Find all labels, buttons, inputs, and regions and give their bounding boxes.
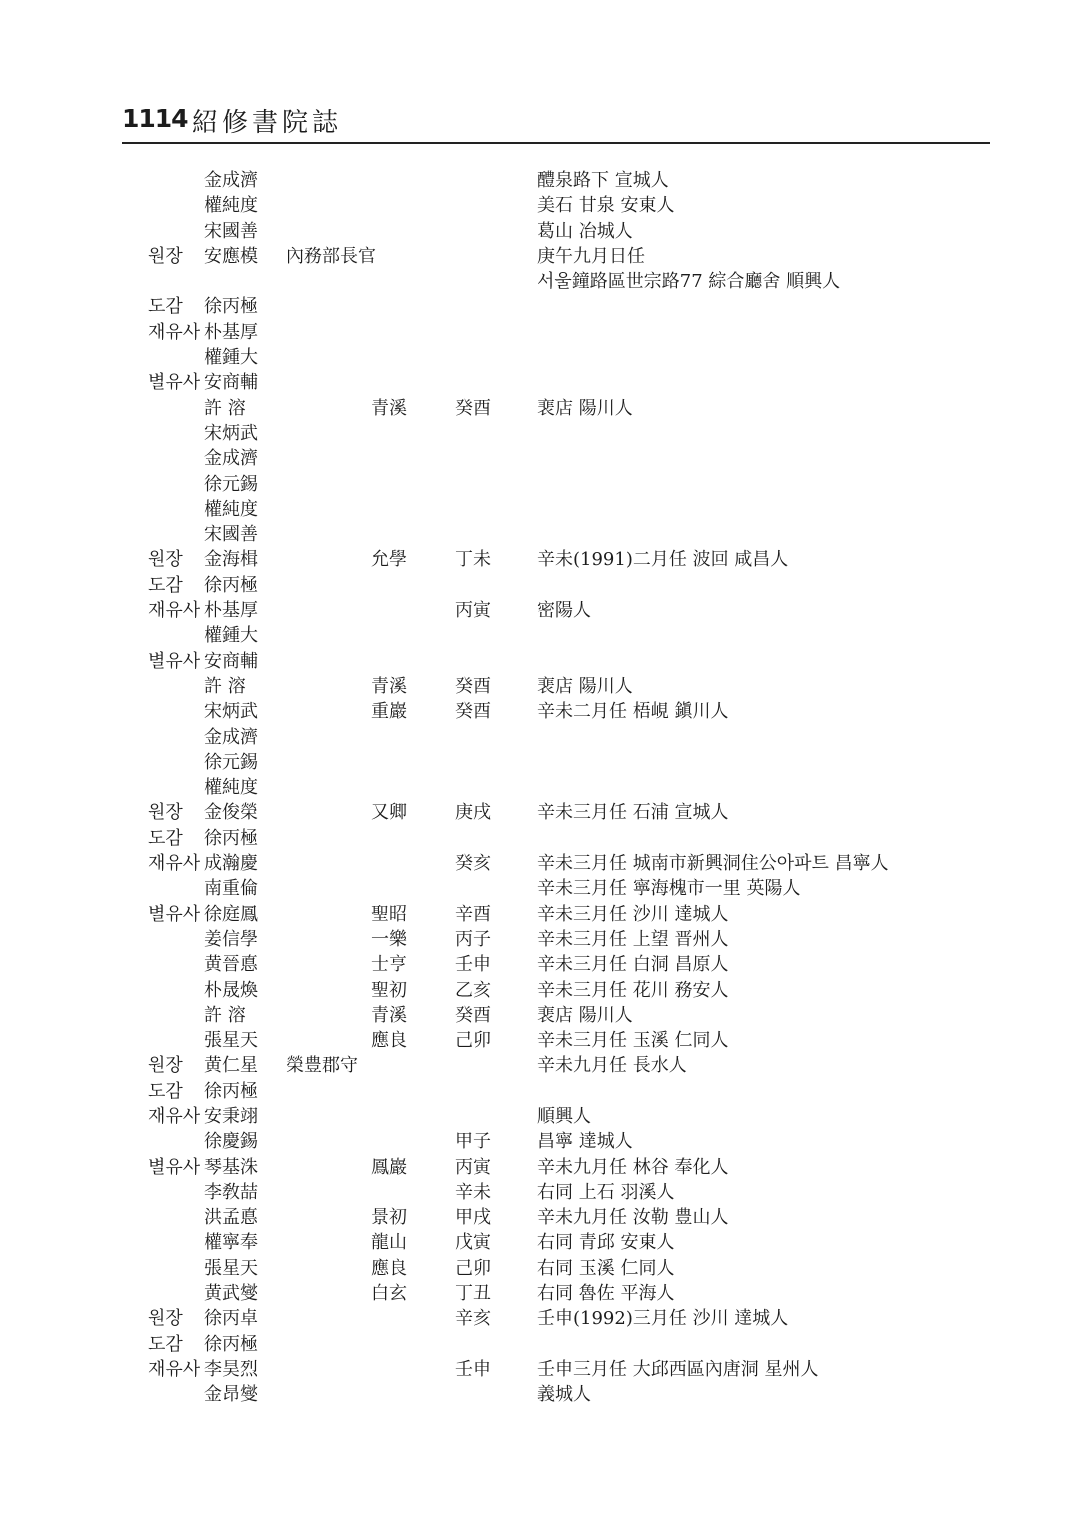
name-cell: 張星天 xyxy=(204,1030,258,1052)
note-cell: 密陽人 xyxy=(537,600,591,622)
name-cell: 宋國善 xyxy=(204,524,258,546)
roster-row xyxy=(0,1028,1075,1053)
name-cell: 徐丙極 xyxy=(204,296,258,318)
name-cell: 金成濟 xyxy=(204,726,258,748)
note-cell: 壬申三月任 大邱西區內唐洞 星州人 xyxy=(537,1358,819,1380)
roster-row xyxy=(0,1306,1075,1331)
book-title: 紹修書院誌 xyxy=(192,108,343,138)
roster-row xyxy=(0,244,1075,269)
birth-year-cell: 己卯 xyxy=(455,1030,491,1052)
note-cell: 辛未二月任 梧峴 鎭川人 xyxy=(537,701,729,723)
roster-row xyxy=(0,345,1075,370)
role-cell: 도감 xyxy=(148,574,183,596)
note-cell: 辛未三月任 白洞 昌原人 xyxy=(537,954,729,976)
birth-year-cell: 戊寅 xyxy=(455,1232,491,1254)
name-cell: 安商輔 xyxy=(204,650,258,672)
note-cell: 辛未三月任 上望 晋州人 xyxy=(537,928,729,950)
roster-row xyxy=(0,1079,1075,1104)
note-cell: 辛未九月任 長水人 xyxy=(537,1055,687,1077)
roster-row xyxy=(0,623,1075,648)
roster-row xyxy=(0,497,1075,522)
note-cell: 醴泉路下 宣城人 xyxy=(537,170,669,191)
pen-name-cell: 景初 xyxy=(371,1207,407,1229)
role-cell: 도감 xyxy=(148,1080,183,1102)
roster-row xyxy=(0,598,1075,623)
roster-row xyxy=(0,320,1075,345)
birth-year-cell: 癸酉 xyxy=(455,701,491,723)
office-cell: 榮豊郡守 xyxy=(286,1055,358,1077)
role-cell: 별유사 xyxy=(148,650,201,672)
roster-row xyxy=(0,1053,1075,1078)
note-cell: 辛未三月任 沙川 達城人 xyxy=(537,903,729,925)
pen-name-cell: 士亨 xyxy=(371,954,407,976)
name-cell: 徐丙極 xyxy=(204,827,258,849)
name-cell: 金成濟 xyxy=(204,170,258,191)
name-cell: 李昊烈 xyxy=(204,1358,258,1380)
name-cell: 黄武燮 xyxy=(204,1283,258,1305)
name-cell: 朴晟煥 xyxy=(204,979,258,1001)
roster-row xyxy=(0,370,1075,395)
roster-row xyxy=(0,168,1075,193)
pen-name-cell: 聖昭 xyxy=(371,903,407,925)
birth-year-cell: 癸酉 xyxy=(455,675,491,697)
role-cell: 별유사 xyxy=(148,903,201,925)
roster-row xyxy=(0,1382,1075,1407)
note-cell: 右同 魯佐 平海人 xyxy=(537,1283,675,1305)
role-cell: 도감 xyxy=(148,827,183,849)
roster-row xyxy=(0,1104,1075,1129)
role-cell: 도감 xyxy=(148,1333,183,1355)
name-cell: 姜信學 xyxy=(204,928,258,950)
roster-row xyxy=(0,851,1075,876)
roster-row xyxy=(0,1230,1075,1255)
role-cell: 재유사 xyxy=(148,600,201,622)
name-cell: 徐庭鳳 xyxy=(204,903,258,925)
name-cell: 徐慶錫 xyxy=(204,1131,258,1153)
role-cell: 재유사 xyxy=(148,1105,201,1127)
name-cell: 徐丙極 xyxy=(204,574,258,596)
note-cell: 右同 上石 羽溪人 xyxy=(537,1181,675,1203)
note-cell: 辛未九月任 汝勒 豊山人 xyxy=(537,1207,729,1229)
pen-name-cell: 應良 xyxy=(371,1257,407,1279)
role-cell: 별유사 xyxy=(148,372,201,394)
note-cell: 辛未三月任 石浦 宣城人 xyxy=(537,802,729,824)
name-cell: 權純度 xyxy=(204,777,258,799)
pen-name-cell: 應良 xyxy=(371,1030,407,1052)
note-cell: 右同 青邱 安東人 xyxy=(537,1232,675,1254)
note-cell: 壬申(1992)三月任 沙川 達城人 xyxy=(537,1308,789,1330)
note-cell: 辛未三月任 玉溪 仁同人 xyxy=(537,1030,729,1052)
roster-row xyxy=(0,800,1075,825)
note-cell: 義城人 xyxy=(537,1384,591,1406)
birth-year-cell: 庚戌 xyxy=(455,802,491,824)
note-cell: 辛未九月任 林谷 奉化人 xyxy=(537,1156,729,1178)
name-cell: 琴基洙 xyxy=(204,1156,258,1178)
note-cell: 葛山 冶城人 xyxy=(537,220,633,242)
role-cell: 원장 xyxy=(148,1055,183,1077)
name-cell: 張星天 xyxy=(204,1257,258,1279)
birth-year-cell: 壬申 xyxy=(455,954,491,976)
roster-row xyxy=(0,1129,1075,1154)
name-cell: 安應模 xyxy=(204,245,258,267)
roster-row xyxy=(0,952,1075,977)
birth-year-cell: 甲戌 xyxy=(455,1207,491,1229)
roster-row xyxy=(0,826,1075,851)
birth-year-cell: 丁未 xyxy=(455,549,491,571)
birth-year-cell: 癸酉 xyxy=(455,1004,491,1026)
name-cell: 許 溶 xyxy=(204,397,246,419)
roster-row xyxy=(0,699,1075,724)
name-cell: 安商輔 xyxy=(204,372,258,394)
roster-row xyxy=(0,876,1075,901)
name-cell: 成瀚慶 xyxy=(204,853,258,875)
pen-name-cell: 龍山 xyxy=(371,1232,407,1254)
roster-row xyxy=(0,193,1075,218)
note-cell: 辛未(1991)二月任 波回 咸昌人 xyxy=(537,549,789,571)
name-cell: 徐丙極 xyxy=(204,1333,258,1355)
birth-year-cell: 己卯 xyxy=(455,1257,491,1279)
note-cell: 裵店 陽川人 xyxy=(537,1004,633,1026)
name-cell: 許 溶 xyxy=(204,675,246,697)
name-cell: 許 溶 xyxy=(204,1004,246,1026)
pen-name-cell: 一樂 xyxy=(371,928,407,950)
birth-year-cell: 乙亥 xyxy=(455,979,491,1001)
birth-year-cell: 丁丑 xyxy=(455,1283,491,1305)
note-cell: 昌寧 達城人 xyxy=(537,1131,633,1153)
note-cell: 美石 甘泉 安東人 xyxy=(537,195,675,217)
name-cell: 安秉翊 xyxy=(204,1105,258,1127)
page-header xyxy=(122,100,990,144)
roster-list xyxy=(0,168,1075,1408)
pen-name-cell: 白玄 xyxy=(371,1283,407,1305)
roster-row xyxy=(0,1003,1075,1028)
name-cell: 權純度 xyxy=(204,195,258,217)
birth-year-cell: 丙寅 xyxy=(455,600,491,622)
birth-year-cell: 丙寅 xyxy=(455,1156,491,1178)
roster-row xyxy=(0,750,1075,775)
role-cell: 재유사 xyxy=(148,321,201,343)
pen-name-cell: 青溪 xyxy=(371,397,407,419)
name-cell: 朴基厚 xyxy=(204,600,258,622)
roster-row xyxy=(0,1256,1075,1281)
role-cell: 원장 xyxy=(148,802,183,824)
roster-row xyxy=(0,269,1075,294)
roster-row xyxy=(0,219,1075,244)
pen-name-cell: 青溪 xyxy=(371,1004,407,1026)
name-cell: 金海楫 xyxy=(204,549,258,571)
pen-name-cell: 重巖 xyxy=(371,701,407,723)
roster-row xyxy=(0,927,1075,952)
roster-row xyxy=(0,1332,1075,1357)
note-cell: 庚午九月日任 xyxy=(537,245,645,267)
role-cell: 원장 xyxy=(148,245,183,267)
role-cell: 재유사 xyxy=(148,1358,201,1380)
name-cell: 金俊榮 xyxy=(204,802,258,824)
roster-row xyxy=(0,725,1075,750)
name-cell: 宋炳武 xyxy=(204,701,258,723)
roster-row xyxy=(0,547,1075,572)
pen-name-cell: 聖初 xyxy=(371,979,407,1001)
name-cell: 洪孟悳 xyxy=(204,1207,258,1229)
birth-year-cell: 辛亥 xyxy=(455,1308,491,1330)
roster-row xyxy=(0,1205,1075,1230)
role-cell: 원장 xyxy=(148,1308,183,1330)
name-cell: 宋國善 xyxy=(204,220,258,242)
roster-row xyxy=(0,396,1075,421)
roster-row xyxy=(0,1180,1075,1205)
office-cell: 內務部長官 xyxy=(286,245,376,267)
pen-name-cell: 鳳巖 xyxy=(371,1156,407,1178)
roster-row xyxy=(0,649,1075,674)
pen-name-cell: 允學 xyxy=(371,549,407,571)
birth-year-cell: 辛未 xyxy=(455,1181,491,1203)
role-cell: 원장 xyxy=(148,549,183,571)
name-cell: 權鍾大 xyxy=(204,347,258,369)
role-cell: 재유사 xyxy=(148,853,201,875)
page-number: 1114 xyxy=(122,104,188,133)
birth-year-cell: 丙子 xyxy=(455,928,491,950)
name-cell: 金昂燮 xyxy=(204,1384,258,1406)
name-cell: 朴基厚 xyxy=(204,321,258,343)
note-cell: 서울鐘路區世宗路77 綜合廳舍 順興人 xyxy=(537,271,841,293)
roster-row xyxy=(0,1155,1075,1180)
roster-row xyxy=(0,1357,1075,1382)
roster-row xyxy=(0,421,1075,446)
roster-row xyxy=(0,775,1075,800)
note-cell: 裵店 陽川人 xyxy=(537,675,633,697)
name-cell: 權純度 xyxy=(204,498,258,520)
name-cell: 宋炳武 xyxy=(204,422,258,444)
name-cell: 黄仁星 xyxy=(204,1055,258,1077)
birth-year-cell: 壬申 xyxy=(455,1358,491,1380)
roster-row xyxy=(0,1281,1075,1306)
role-cell: 도감 xyxy=(148,296,183,318)
roster-row xyxy=(0,902,1075,927)
name-cell: 徐丙極 xyxy=(204,1080,258,1102)
roster-row xyxy=(0,978,1075,1003)
birth-year-cell: 癸酉 xyxy=(455,397,491,419)
birth-year-cell: 癸亥 xyxy=(455,853,491,875)
roster-row xyxy=(0,294,1075,319)
note-cell: 辛未三月任 花川 務安人 xyxy=(537,979,729,1001)
roster-row xyxy=(0,573,1075,598)
pen-name-cell: 青溪 xyxy=(371,675,407,697)
name-cell: 徐元錫 xyxy=(204,473,258,495)
note-cell: 順興人 xyxy=(537,1105,591,1127)
name-cell: 南重倫 xyxy=(204,878,258,900)
roster-row xyxy=(0,674,1075,699)
role-cell: 별유사 xyxy=(148,1156,201,1178)
name-cell: 權鍾大 xyxy=(204,625,258,647)
birth-year-cell: 甲子 xyxy=(455,1131,491,1153)
name-cell: 徐丙卓 xyxy=(204,1308,258,1330)
roster-row xyxy=(0,522,1075,547)
pen-name-cell: 又卿 xyxy=(371,802,407,824)
roster-row xyxy=(0,472,1075,497)
birth-year-cell: 辛酉 xyxy=(455,903,491,925)
name-cell: 徐元錫 xyxy=(204,751,258,773)
note-cell: 辛未三月任 寧海槐市一里 英陽人 xyxy=(537,878,801,900)
name-cell: 金成濟 xyxy=(204,448,258,470)
name-cell: 李敎喆 xyxy=(204,1181,258,1203)
note-cell: 右同 玉溪 仁同人 xyxy=(537,1257,675,1279)
note-cell: 辛未三月任 城南市新興洞住公아파트 昌寧人 xyxy=(537,853,889,875)
name-cell: 權寧奉 xyxy=(204,1232,258,1254)
note-cell: 裵店 陽川人 xyxy=(537,397,633,419)
name-cell: 黄晉悳 xyxy=(204,954,258,976)
roster-row xyxy=(0,446,1075,471)
